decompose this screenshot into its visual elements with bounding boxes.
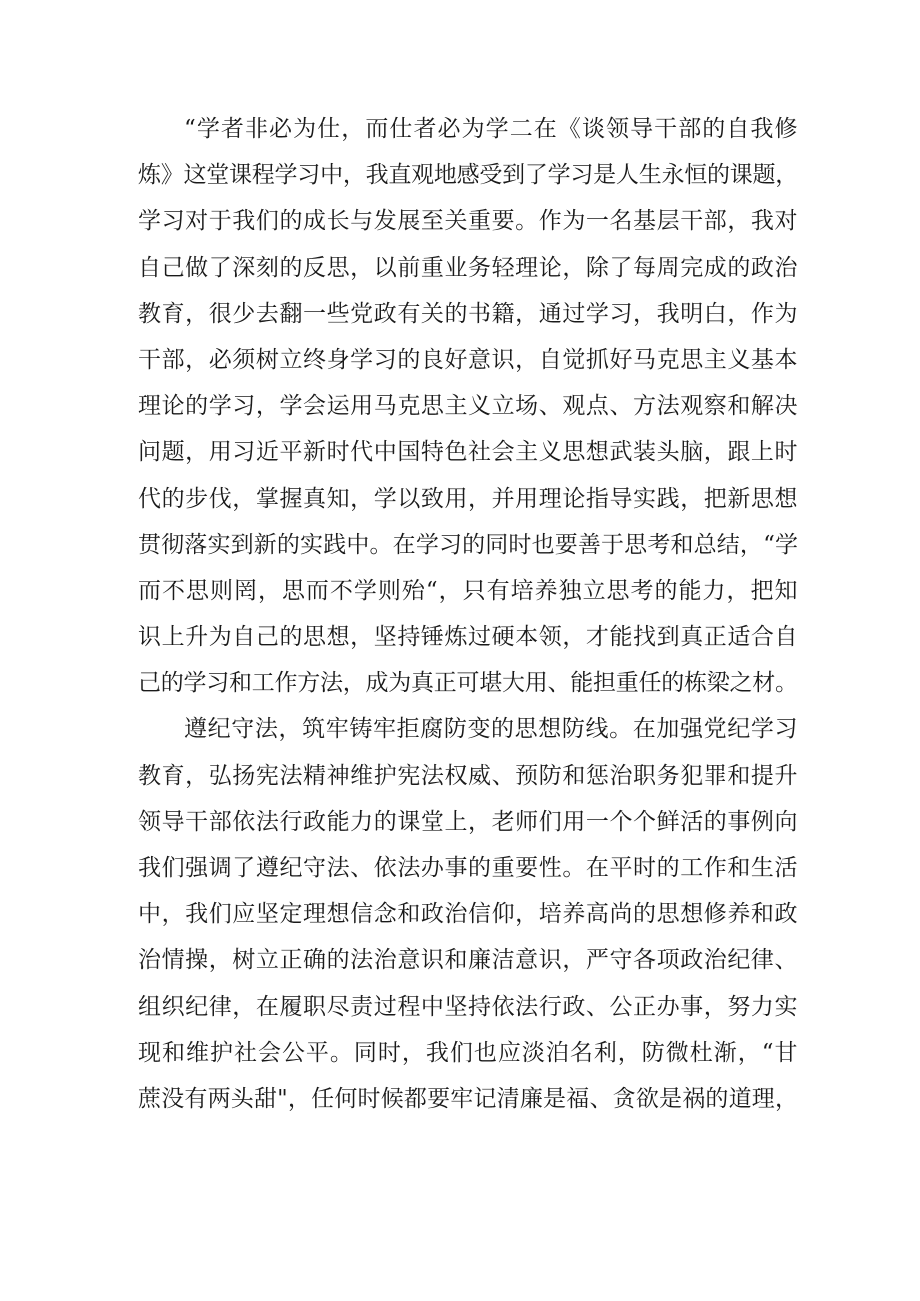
text-line: 学习对于我们的成长与发展至关重要。作为一名基层干部，我对 [138,208,798,235]
text-line: 中，我们应坚定理想信念和政治信仰，培养高尚的思想修养和政 [138,901,798,928]
text-line: 领导干部依法行政能力的课堂上，老师们用一个个鲜活的事例向 [138,808,798,835]
text-line: 贯彻落实到新的实践中。在学习的同时也要善于思考和总结，“学 [138,531,798,558]
text-line: 遵纪守法，筑牢铸牢拒腐防变的思想防线。在加强党纪学习 [184,716,798,743]
text-line: 我们强调了遵纪守法、依法办事的重要性。在平时的工作和生活 [138,855,798,881]
text-line: 识上升为自己的思想，坚持锤炼过硬本领，才能找到真正适合自 [138,624,798,651]
document-body [138,106,798,1122]
text-line: 教育，弘扬宪法精神维护宪法权威、预防和惩治职务犯罪和提升 [138,762,798,789]
text-line: 炼》这堂课程学习中，我直观地感受到了学习是人生永恒的课题， [138,162,798,189]
text-line: 治情操，树立正确的法治意识和廉洁意识，严守各项政治纪律、 [138,947,798,974]
text-line: 代的步伐，掌握真知，学以致用，并用理论指导实践，把新思想 [138,485,798,512]
text-line: 教育，很少去翻一些党政有关的书籍，通过学习，我明白，作为 [138,300,798,327]
text-line: 现和维护社会公平。同时，我们也应淡泊名利，防微杜渐，“甘 [138,1039,798,1066]
text-line: 问题，用习近平新时代中国特色社会主义思想武装头脑，跟上时 [138,439,798,466]
text-line: 干部，必须树立终身学习的良好意识，自觉抓好马克思主义基本 [138,346,798,373]
text-line: 自己做了深刻的反思，以前重业务轻理论，除了每周完成的政治 [138,254,798,281]
text-line: 己的学习和工作方法，成为真正可堪大用、能担重任的栋梁之材。 [138,670,798,697]
text-line: 而不思则罔，思而不学则殆“，只有培养独立思考的能力，把知 [138,577,798,604]
text-line: 组织纪律，在履职尽责过程中坚持依法行政、公正办事，努力实 [138,993,798,1020]
text-line: 理论的学习，学会运用马克思主义立场、观点、方法观察和解决 [138,393,798,420]
text-line: 蔗没有两头甜"，任何时候都要牢记清廉是福、贪欲是祸的道理， [138,1085,798,1112]
text-line: “学者非必为仕，而仕者必为学二在《谈领导干部的自我修 [184,116,798,142]
